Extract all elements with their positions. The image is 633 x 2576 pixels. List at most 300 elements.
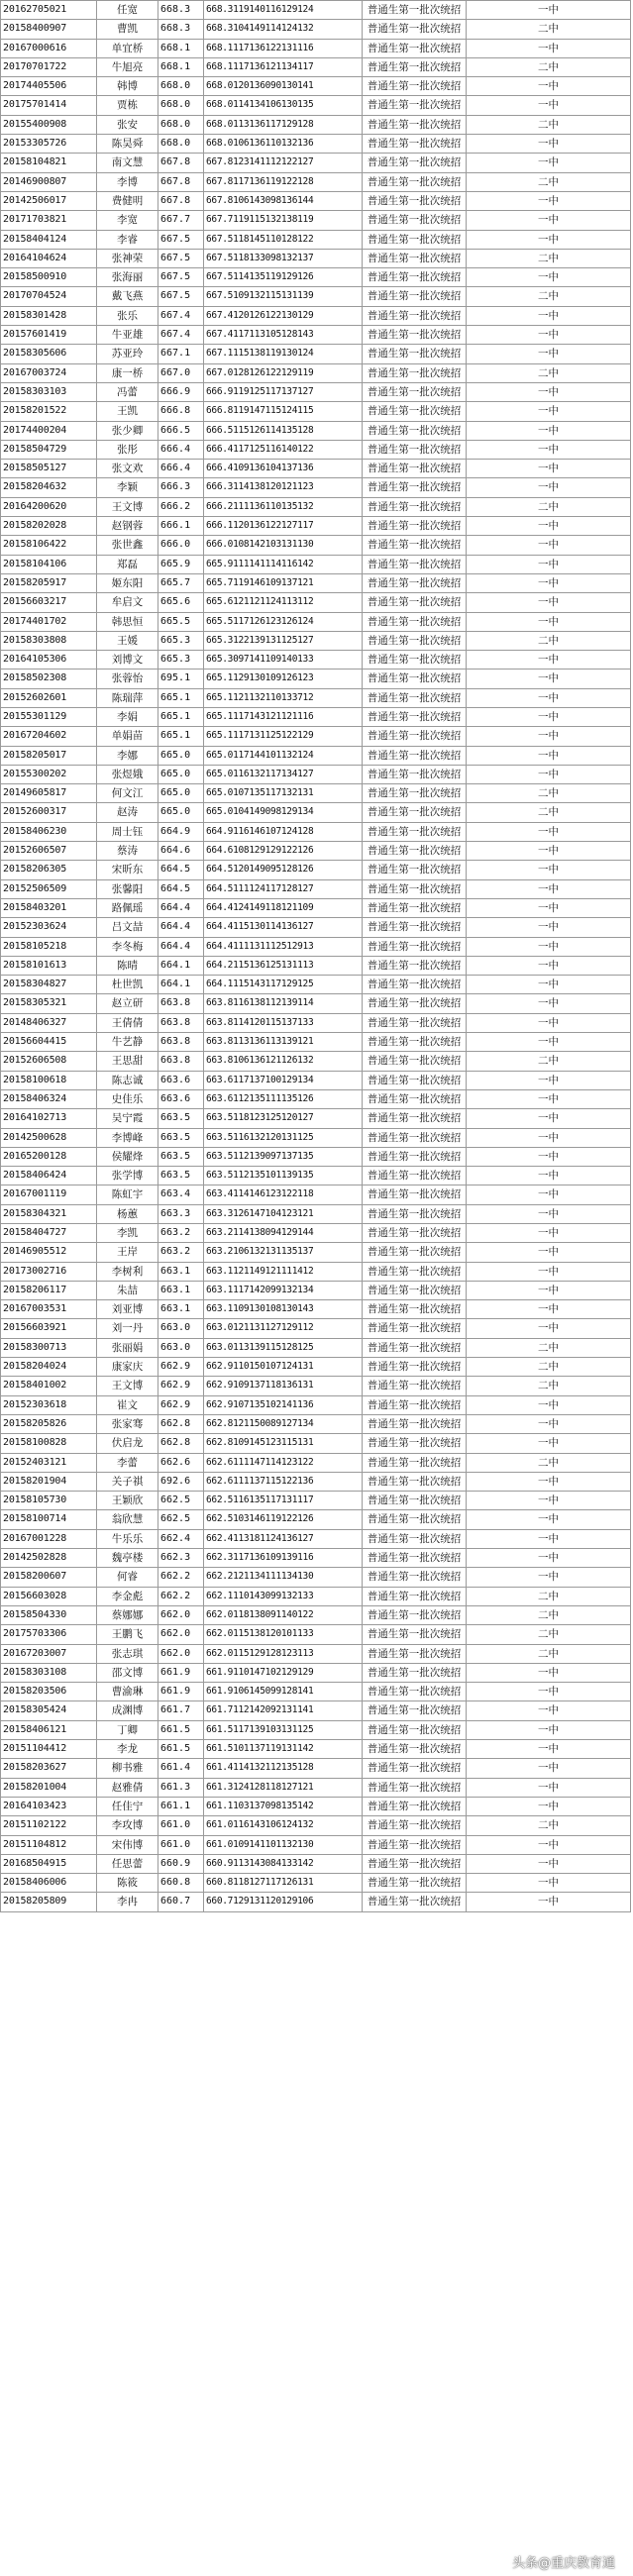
student-name-cell: 李颖 xyxy=(96,478,158,496)
school-cell: 一中 xyxy=(466,1855,631,1873)
score-cell: 668.3 xyxy=(158,20,203,38)
exam-id-cell: 20158404727 xyxy=(0,1224,96,1242)
exam-id-cell: 20158201522 xyxy=(0,402,96,420)
school-cell: 一中 xyxy=(466,268,631,286)
table-row xyxy=(0,326,631,345)
exam-id-cell: 20158202028 xyxy=(0,517,96,535)
exam-id-cell: 20158206117 xyxy=(0,1282,96,1299)
score-cell: 663.0 xyxy=(158,1319,203,1337)
school-cell: 一中 xyxy=(466,460,631,477)
school-cell: 二中 xyxy=(466,1358,631,1376)
table-row xyxy=(0,1014,631,1033)
admission-type-cell: 普通生第一批次统招 xyxy=(362,976,466,993)
admission-type-cell: 普通生第一批次统招 xyxy=(362,345,466,362)
school-cell: 二中 xyxy=(466,1588,631,1605)
composite-code-cell: 661.9110147102129129 xyxy=(203,1664,362,1682)
student-name-cell: 何睿 xyxy=(96,1568,158,1586)
student-name-cell: 刘博文 xyxy=(96,651,158,669)
table-row xyxy=(0,1072,631,1090)
composite-code-cell: 666.0108142103131130 xyxy=(203,536,362,554)
table-row xyxy=(0,96,631,115)
table-row xyxy=(0,154,631,172)
school-cell: 一中 xyxy=(466,938,631,956)
score-cell: 668.1 xyxy=(158,40,203,57)
student-name-cell: 陈昊舜 xyxy=(96,135,158,153)
school-cell: 一中 xyxy=(466,880,631,898)
score-cell: 666.2 xyxy=(158,498,203,516)
exam-id-cell: 20156604415 xyxy=(0,1033,96,1051)
school-cell: 一中 xyxy=(466,1,631,19)
school-cell: 一中 xyxy=(466,1568,631,1586)
exam-id-cell: 20158303808 xyxy=(0,632,96,650)
score-cell: 661.9 xyxy=(158,1664,203,1682)
table-row xyxy=(0,574,631,593)
table-row xyxy=(0,460,631,478)
exam-id-cell: 20158205826 xyxy=(0,1415,96,1433)
composite-code-cell: 667.5118133098132137 xyxy=(203,250,362,267)
exam-id-cell: 20167003531 xyxy=(0,1300,96,1318)
exam-id-cell: 20158100714 xyxy=(0,1510,96,1528)
exam-id-cell: 20167001119 xyxy=(0,1185,96,1203)
admission-type-cell: 普通生第一批次统招 xyxy=(362,1893,466,1910)
school-cell: 一中 xyxy=(466,326,631,344)
composite-code-cell: 664.4115130114136127 xyxy=(203,918,362,936)
composite-code-cell: 662.3117136109139116 xyxy=(203,1549,362,1567)
table-row xyxy=(0,727,631,746)
school-cell: 一中 xyxy=(466,766,631,783)
student-name-cell: 韩博 xyxy=(96,77,158,95)
table-row xyxy=(0,899,631,918)
admission-type-cell: 普通生第一批次统招 xyxy=(362,1396,466,1414)
exam-id-cell: 20164200620 xyxy=(0,498,96,516)
exam-id-cell: 20158406324 xyxy=(0,1090,96,1108)
school-cell: 二中 xyxy=(466,364,631,382)
student-name-cell: 张蓉怡 xyxy=(96,670,158,687)
exam-id-cell: 20174405506 xyxy=(0,77,96,95)
exam-id-cell: 20149605817 xyxy=(0,784,96,802)
exam-id-cell: 20164105306 xyxy=(0,651,96,669)
student-name-cell: 王颖欣 xyxy=(96,1492,158,1509)
exam-id-cell: 20142502828 xyxy=(0,1549,96,1567)
exam-id-cell: 20158504330 xyxy=(0,1606,96,1624)
composite-code-cell: 663.0121131127129112 xyxy=(203,1319,362,1337)
school-cell: 一中 xyxy=(466,307,631,325)
composite-code-cell: 663.3126147104123121 xyxy=(203,1205,362,1223)
table-row xyxy=(0,58,631,77)
exam-id-cell: 20158303103 xyxy=(0,383,96,401)
school-cell: 一中 xyxy=(466,1836,631,1854)
admission-type-cell: 普通生第一批次统招 xyxy=(362,1588,466,1605)
school-cell: 二中 xyxy=(466,1052,631,1070)
student-name-cell: 魏亭楼 xyxy=(96,1549,158,1567)
score-cell: 665.3 xyxy=(158,632,203,650)
composite-code-cell: 667.8123141112122127 xyxy=(203,154,362,171)
school-cell: 二中 xyxy=(466,1377,631,1394)
exam-id-cell: 20171703821 xyxy=(0,211,96,229)
score-cell: 661.0 xyxy=(158,1816,203,1834)
score-cell: 665.0 xyxy=(158,747,203,765)
school-cell: 一中 xyxy=(466,1090,631,1108)
table-row xyxy=(0,1282,631,1300)
composite-code-cell: 668.0113136117129128 xyxy=(203,116,362,134)
score-cell: 663.1 xyxy=(158,1263,203,1281)
score-cell: 666.8 xyxy=(158,402,203,420)
student-name-cell: 张神荣 xyxy=(96,250,158,267)
student-name-cell: 王岸 xyxy=(96,1243,158,1261)
admission-type-cell: 普通生第一批次统招 xyxy=(362,670,466,687)
table-row xyxy=(0,1129,631,1148)
score-cell: 664.9 xyxy=(158,823,203,841)
exam-id-cell: 20158504729 xyxy=(0,441,96,459)
exam-id-cell: 20168504915 xyxy=(0,1855,96,1873)
table-row xyxy=(0,422,631,441)
table-row xyxy=(0,1396,631,1415)
table-row xyxy=(0,1339,631,1358)
school-cell: 一中 xyxy=(466,135,631,153)
exam-id-cell: 20158204024 xyxy=(0,1358,96,1376)
student-name-cell: 何文江 xyxy=(96,784,158,802)
score-cell: 661.9 xyxy=(158,1683,203,1700)
table-row xyxy=(0,918,631,937)
score-cell: 663.8 xyxy=(158,1014,203,1032)
school-cell: 一中 xyxy=(466,1300,631,1318)
school-cell: 一中 xyxy=(466,77,631,95)
student-name-cell: 周士钰 xyxy=(96,823,158,841)
student-name-cell: 李蕾 xyxy=(96,1454,158,1472)
student-name-cell: 张馨阳 xyxy=(96,880,158,898)
score-cell: 667.5 xyxy=(158,287,203,305)
admission-type-cell: 普通生第一批次统招 xyxy=(362,1052,466,1070)
admission-type-cell: 普通生第一批次统招 xyxy=(362,880,466,898)
table-row xyxy=(0,1625,631,1644)
table-row xyxy=(0,1415,631,1434)
composite-code-cell: 663.5118123125120127 xyxy=(203,1109,362,1127)
table-row xyxy=(0,498,631,517)
school-cell: 一中 xyxy=(466,1779,631,1797)
table-row xyxy=(0,1701,631,1720)
school-cell: 一中 xyxy=(466,593,631,611)
score-cell: 660.9 xyxy=(158,1855,203,1873)
score-cell: 664.1 xyxy=(158,957,203,975)
admission-type-cell: 普通生第一批次统招 xyxy=(362,1779,466,1797)
table-row xyxy=(0,1779,631,1798)
exam-id-cell: 20167203007 xyxy=(0,1645,96,1663)
exam-id-cell: 20152600317 xyxy=(0,803,96,821)
exam-id-cell: 20158406230 xyxy=(0,823,96,841)
student-name-cell: 张煜娥 xyxy=(96,766,158,783)
admission-type-cell: 普通生第一批次统招 xyxy=(362,1606,466,1624)
table-row xyxy=(0,994,631,1013)
table-row xyxy=(0,250,631,268)
school-cell: 一中 xyxy=(466,1664,631,1682)
table-row xyxy=(0,880,631,899)
exam-id-cell: 20170701722 xyxy=(0,58,96,76)
school-cell: 一中 xyxy=(466,823,631,841)
admission-type-cell: 普通生第一批次统招 xyxy=(362,957,466,975)
exam-id-cell: 20167000616 xyxy=(0,40,96,57)
student-name-cell: 赵涛 xyxy=(96,803,158,821)
composite-code-cell: 661.1103137098135142 xyxy=(203,1798,362,1815)
exam-id-cell: 20152303618 xyxy=(0,1396,96,1414)
exam-id-cell: 20174401702 xyxy=(0,613,96,631)
score-cell: 664.6 xyxy=(158,842,203,860)
composite-code-cell: 668.0120136090130141 xyxy=(203,77,362,95)
composite-code-cell: 664.1115143117129125 xyxy=(203,976,362,993)
table-row xyxy=(0,192,631,211)
exam-id-cell: 20158200607 xyxy=(0,1568,96,1586)
admission-type-cell: 普通生第一批次统招 xyxy=(362,1568,466,1586)
table-row xyxy=(0,861,631,879)
student-name-cell: 吕文喆 xyxy=(96,918,158,936)
score-cell: 662.8 xyxy=(158,1415,203,1433)
score-cell: 663.2 xyxy=(158,1224,203,1242)
school-cell: 一中 xyxy=(466,918,631,936)
composite-code-cell: 667.5114135119129126 xyxy=(203,268,362,286)
school-cell: 一中 xyxy=(466,1109,631,1127)
exam-id-cell: 20158304321 xyxy=(0,1205,96,1223)
score-cell: 668.1 xyxy=(158,58,203,76)
admission-type-cell: 普通生第一批次统招 xyxy=(362,1033,466,1051)
school-cell: 一中 xyxy=(466,727,631,745)
table-row xyxy=(0,747,631,766)
score-cell: 666.4 xyxy=(158,441,203,459)
score-cell: 664.5 xyxy=(158,880,203,898)
composite-code-cell: 666.4109136104137136 xyxy=(203,460,362,477)
composite-code-cell: 664.5120149095128126 xyxy=(203,861,362,878)
score-cell: 662.6 xyxy=(158,1454,203,1472)
score-cell: 661.5 xyxy=(158,1721,203,1739)
admission-type-cell: 普通生第一批次统招 xyxy=(362,441,466,459)
school-cell: 一中 xyxy=(466,1263,631,1281)
student-name-cell: 李博 xyxy=(96,173,158,191)
exam-id-cell: 20158404124 xyxy=(0,231,96,249)
school-cell: 一中 xyxy=(466,1740,631,1758)
composite-code-cell: 662.9107135102141136 xyxy=(203,1396,362,1414)
score-cell: 661.4 xyxy=(158,1759,203,1777)
student-name-cell: 李金彪 xyxy=(96,1588,158,1605)
exam-id-cell: 20156603921 xyxy=(0,1319,96,1337)
student-name-cell: 张文欢 xyxy=(96,460,158,477)
student-name-cell: 曹凯 xyxy=(96,20,158,38)
table-row xyxy=(0,1319,631,1338)
table-row xyxy=(0,441,631,460)
table-row xyxy=(0,364,631,383)
school-cell: 一中 xyxy=(466,747,631,765)
exam-id-cell: 20158401002 xyxy=(0,1377,96,1394)
exam-id-cell: 20158301428 xyxy=(0,307,96,325)
admission-type-cell: 普通生第一批次统招 xyxy=(362,1014,466,1032)
exam-id-cell: 20158406424 xyxy=(0,1167,96,1185)
student-name-cell: 李睿 xyxy=(96,231,158,249)
exam-id-cell: 20158203627 xyxy=(0,1759,96,1777)
table-row xyxy=(0,1052,631,1071)
admission-type-cell: 普通生第一批次统招 xyxy=(362,1683,466,1700)
student-name-cell: 李树利 xyxy=(96,1263,158,1281)
admission-type-cell: 普通生第一批次统招 xyxy=(362,899,466,917)
composite-code-cell: 665.3097141109140133 xyxy=(203,651,362,669)
admission-type-cell: 普通生第一批次统招 xyxy=(362,211,466,229)
student-name-cell: 张少卿 xyxy=(96,422,158,440)
score-cell: 664.4 xyxy=(158,899,203,917)
admission-type-cell: 普通生第一批次统招 xyxy=(362,1855,466,1873)
exam-id-cell: 20151102122 xyxy=(0,1816,96,1834)
table-row xyxy=(0,1224,631,1243)
student-name-cell: 陈晴 xyxy=(96,957,158,975)
exam-id-cell: 20158403201 xyxy=(0,899,96,917)
admission-type-cell: 普通生第一批次统招 xyxy=(362,1816,466,1834)
composite-code-cell: 663.2106132131135137 xyxy=(203,1243,362,1261)
exam-id-cell: 20158100828 xyxy=(0,1434,96,1452)
admission-type-cell: 普通生第一批次统招 xyxy=(362,383,466,401)
composite-code-cell: 665.7119146109137121 xyxy=(203,574,362,592)
student-name-cell: 牟启文 xyxy=(96,593,158,611)
table-row xyxy=(0,766,631,784)
score-cell: 663.5 xyxy=(158,1167,203,1185)
exam-id-cell: 20164104624 xyxy=(0,250,96,267)
table-row xyxy=(0,77,631,96)
school-cell: 一中 xyxy=(466,1893,631,1910)
admission-type-cell: 普通生第一批次统招 xyxy=(362,268,466,286)
admission-type-cell: 普通生第一批次统招 xyxy=(362,1205,466,1223)
admission-type-cell: 普通生第一批次统招 xyxy=(362,1874,466,1892)
exam-id-cell: 20167003724 xyxy=(0,364,96,382)
table-row xyxy=(0,40,631,58)
student-name-cell: 郑磊 xyxy=(96,556,158,573)
score-cell: 661.1 xyxy=(158,1798,203,1815)
score-cell: 663.5 xyxy=(158,1148,203,1166)
school-cell: 一中 xyxy=(466,345,631,362)
student-name-cell: 王鹏飞 xyxy=(96,1625,158,1643)
score-cell: 667.0 xyxy=(158,364,203,382)
score-cell: 665.0 xyxy=(158,766,203,783)
school-cell: 一中 xyxy=(466,899,631,917)
admission-type-cell: 普通生第一批次统招 xyxy=(362,1109,466,1127)
table-row xyxy=(0,116,631,135)
table-row xyxy=(0,708,631,727)
admission-type-cell: 普通生第一批次统招 xyxy=(362,478,466,496)
school-cell: 一中 xyxy=(466,574,631,592)
composite-code-cell: 660.8118127117126131 xyxy=(203,1874,362,1892)
score-cell: 662.9 xyxy=(158,1358,203,1376)
admission-type-cell: 普通生第一批次统招 xyxy=(362,135,466,153)
exam-id-cell: 20158104821 xyxy=(0,154,96,171)
admission-type-cell: 普通生第一批次统招 xyxy=(362,1282,466,1299)
exam-id-cell: 20158100618 xyxy=(0,1072,96,1089)
composite-code-cell: 663.1109130108130143 xyxy=(203,1300,362,1318)
table-row xyxy=(0,1759,631,1778)
school-cell: 一中 xyxy=(466,192,631,210)
exam-id-cell: 20158500910 xyxy=(0,268,96,286)
admission-type-cell: 普通生第一批次统招 xyxy=(362,326,466,344)
school-cell: 一中 xyxy=(466,1396,631,1414)
exam-id-cell: 20156603028 xyxy=(0,1588,96,1605)
admission-type-cell: 普通生第一批次统招 xyxy=(362,517,466,535)
school-cell: 二中 xyxy=(466,58,631,76)
school-cell: 一中 xyxy=(466,1185,631,1203)
school-cell: 一中 xyxy=(466,383,631,401)
table-row xyxy=(0,1263,631,1282)
school-cell: 一中 xyxy=(466,1415,631,1433)
score-cell: 666.3 xyxy=(158,478,203,496)
school-cell: 一中 xyxy=(466,1434,631,1452)
admission-type-cell: 普通生第一批次统招 xyxy=(362,1759,466,1777)
table-row xyxy=(0,1148,631,1167)
student-name-cell: 康一桥 xyxy=(96,364,158,382)
score-cell: 662.2 xyxy=(158,1588,203,1605)
score-cell: 662.0 xyxy=(158,1625,203,1643)
composite-code-cell: 660.9113143084133142 xyxy=(203,1855,362,1873)
score-cell: 663.5 xyxy=(158,1109,203,1127)
admission-type-cell: 普通生第一批次统招 xyxy=(362,192,466,210)
school-cell: 一中 xyxy=(466,613,631,631)
composite-code-cell: 665.0116132117134127 xyxy=(203,766,362,783)
school-cell: 一中 xyxy=(466,96,631,114)
table-row xyxy=(0,1645,631,1664)
admission-type-cell: 普通生第一批次统招 xyxy=(362,96,466,114)
exam-id-cell: 20155400908 xyxy=(0,116,96,134)
exam-id-cell: 20158304827 xyxy=(0,976,96,993)
student-name-cell: 戴飞燕 xyxy=(96,287,158,305)
exam-id-cell: 20167001228 xyxy=(0,1530,96,1548)
composite-code-cell: 666.9119125117137127 xyxy=(203,383,362,401)
score-cell: 660.7 xyxy=(158,1893,203,1910)
admission-type-cell: 普通生第一批次统招 xyxy=(362,1530,466,1548)
exam-id-cell: 20158300713 xyxy=(0,1339,96,1357)
exam-id-cell: 20170704524 xyxy=(0,287,96,305)
score-cell: 665.1 xyxy=(158,689,203,707)
table-row xyxy=(0,784,631,803)
composite-code-cell: 666.3114138120121123 xyxy=(203,478,362,496)
exam-id-cell: 20152602601 xyxy=(0,689,96,707)
admission-type-cell: 普通生第一批次统招 xyxy=(362,1263,466,1281)
exam-id-cell: 20164103423 xyxy=(0,1798,96,1815)
student-name-cell: 邵文博 xyxy=(96,1664,158,1682)
admission-type-cell: 普通生第一批次统招 xyxy=(362,1798,466,1815)
school-cell: 二中 xyxy=(466,784,631,802)
student-name-cell: 王文博 xyxy=(96,498,158,516)
admission-type-cell: 普通生第一批次统招 xyxy=(362,556,466,573)
composite-code-cell: 665.3122139131125127 xyxy=(203,632,362,650)
school-cell: 一中 xyxy=(466,556,631,573)
composite-code-cell: 661.7112142092131141 xyxy=(203,1701,362,1719)
school-cell: 一中 xyxy=(466,478,631,496)
composite-code-cell: 662.1110143099132133 xyxy=(203,1588,362,1605)
score-cell: 665.0 xyxy=(158,803,203,821)
student-name-cell: 杨蕙 xyxy=(96,1205,158,1223)
student-name-cell: 李娜 xyxy=(96,747,158,765)
table-row xyxy=(0,402,631,421)
exam-id-cell: 20152403121 xyxy=(0,1454,96,1472)
student-name-cell: 王文博 xyxy=(96,1377,158,1394)
composite-code-cell: 662.5103146119122126 xyxy=(203,1510,362,1528)
table-row xyxy=(0,211,631,230)
score-cell: 662.0 xyxy=(158,1645,203,1663)
exam-id-cell: 20175703306 xyxy=(0,1625,96,1643)
composite-code-cell: 665.5117126123126124 xyxy=(203,613,362,631)
admission-type-cell: 普通生第一批次统招 xyxy=(362,994,466,1012)
composite-code-cell: 667.0128126122129119 xyxy=(203,364,362,382)
student-name-cell: 费健明 xyxy=(96,192,158,210)
student-name-cell: 吴宁霞 xyxy=(96,1109,158,1127)
score-cell: 662.5 xyxy=(158,1492,203,1509)
student-name-cell: 王倩倩 xyxy=(96,1014,158,1032)
table-row xyxy=(0,976,631,994)
table-row xyxy=(0,536,631,555)
admission-type-cell: 普通生第一批次统招 xyxy=(362,307,466,325)
exam-id-cell: 20158305424 xyxy=(0,1701,96,1719)
score-cell: 663.2 xyxy=(158,1243,203,1261)
composite-code-cell: 662.0115138120101133 xyxy=(203,1625,362,1643)
